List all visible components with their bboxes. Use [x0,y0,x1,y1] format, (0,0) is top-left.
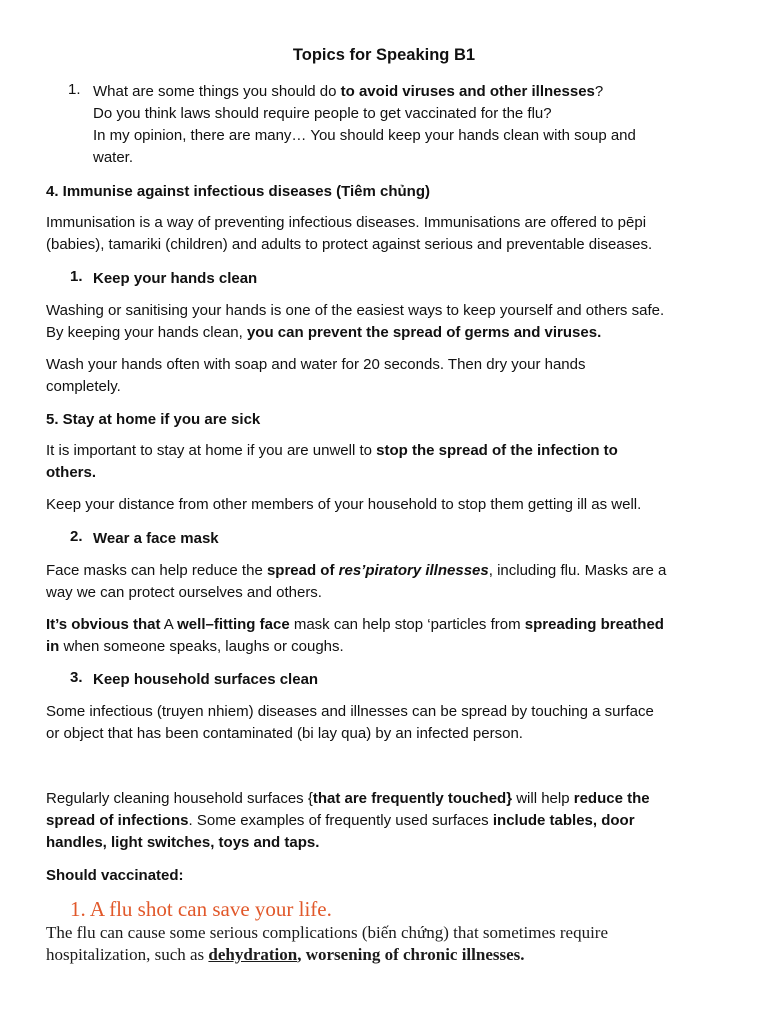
surfaces-para-2-line-2: spread of infections. Some examples of frequently used surfaces include tables, door [46,812,635,829]
hands-para-2-line-2: completely. [46,378,121,395]
question-1-line-3: In my opinion, there are many… You should keep your hands clean with soup and [93,127,636,144]
mask-para-2-line-2: in when someone speaks, laughs or coughs. [46,638,344,655]
surfaces-para-2-line-3: handles, light switches, toys and taps. [46,834,320,851]
mask-heading: Wear a face mask [93,530,219,547]
flu-shot-body-line-1: The flu can cause some serious complications (biến chứng) that sometimes require [46,923,609,942]
section-5-heading: 5. Stay at home if you are sick [46,411,261,428]
section-4-body-line-1: Immunisation is a way of preventing infectious diseases. Immunisations are offered to pēpi [46,214,647,231]
flu-shot-body [46,922,746,966]
flu-shot-body-line-2: hospitalization, such as dehydration, worsening of chronic illnesses. [46,945,525,964]
mask-para-1-line-2: way we can protect ourselves and others. [46,584,322,601]
surfaces-para-1-line-1: Some infectious (truyen nhiem) diseases and illnesses can be spread by touching a surface [46,703,654,720]
question-1-line-2: Do you think laws should require people to get vaccinated for the flu? [93,105,552,122]
page-title: Topics for Speaking B1 [292,46,476,64]
mask-para-1-line-1: Face masks can help reduce the spread of res’piratory illnesses, including flu. Masks are a [46,562,667,579]
section-5-para-1-line-2: others. [46,464,97,481]
surfaces-para-2-line-1: Regularly cleaning household surfaces {that are frequently touched} will help reduce the [46,790,650,807]
mask-para-2-line-1: It’s obvious that A well–fitting face mask can help stop ‘particles from spreading breathed [46,616,664,633]
list-number: 2. [70,528,83,545]
section-5-para-1-line-1: It is important to stay at home if you are unwell to stop the spread of the infection to [46,442,618,459]
list-number: 1. [68,81,81,98]
list-number: 3. [70,669,83,686]
question-1-line-4: water. [93,149,134,166]
surfaces-heading: Keep household surfaces clean [93,671,319,688]
section-5-para-2: Keep your distance from other members of your household to stop them getting ill as well. [46,496,642,513]
hands-para-1-line-2: By keeping your hands clean, you can prevent the spread of germs and viruses. [46,324,602,341]
list-number: 1. [70,268,83,285]
section-4-heading: 4. Immunise against infectious diseases (Tiêm chủng) [46,183,430,200]
hands-heading: Keep your hands clean [93,270,258,287]
hands-para-2-line-1: Wash your hands often with soap and water for 20 seconds. Then dry your hands [46,356,586,373]
hands-para-1-line-1: Washing or sanitising your hands is one of the easiest ways to keep yourself and others safe. [46,302,665,319]
surfaces-para-1-line-2: or object that has been contaminated (bi lay qua) by an infected person. [46,725,523,742]
vaccinated-heading: Should vaccinated: [46,867,184,884]
section-4-body-line-2: (babies), tamariki (children) and adults to protect against serious and preventable diseases. [46,236,653,253]
flu-shot-heading: 1. A flu shot can save your life. [70,897,332,921]
question-1-line-1: What are some things you should do to avoid viruses and other illnesses? [93,83,604,100]
